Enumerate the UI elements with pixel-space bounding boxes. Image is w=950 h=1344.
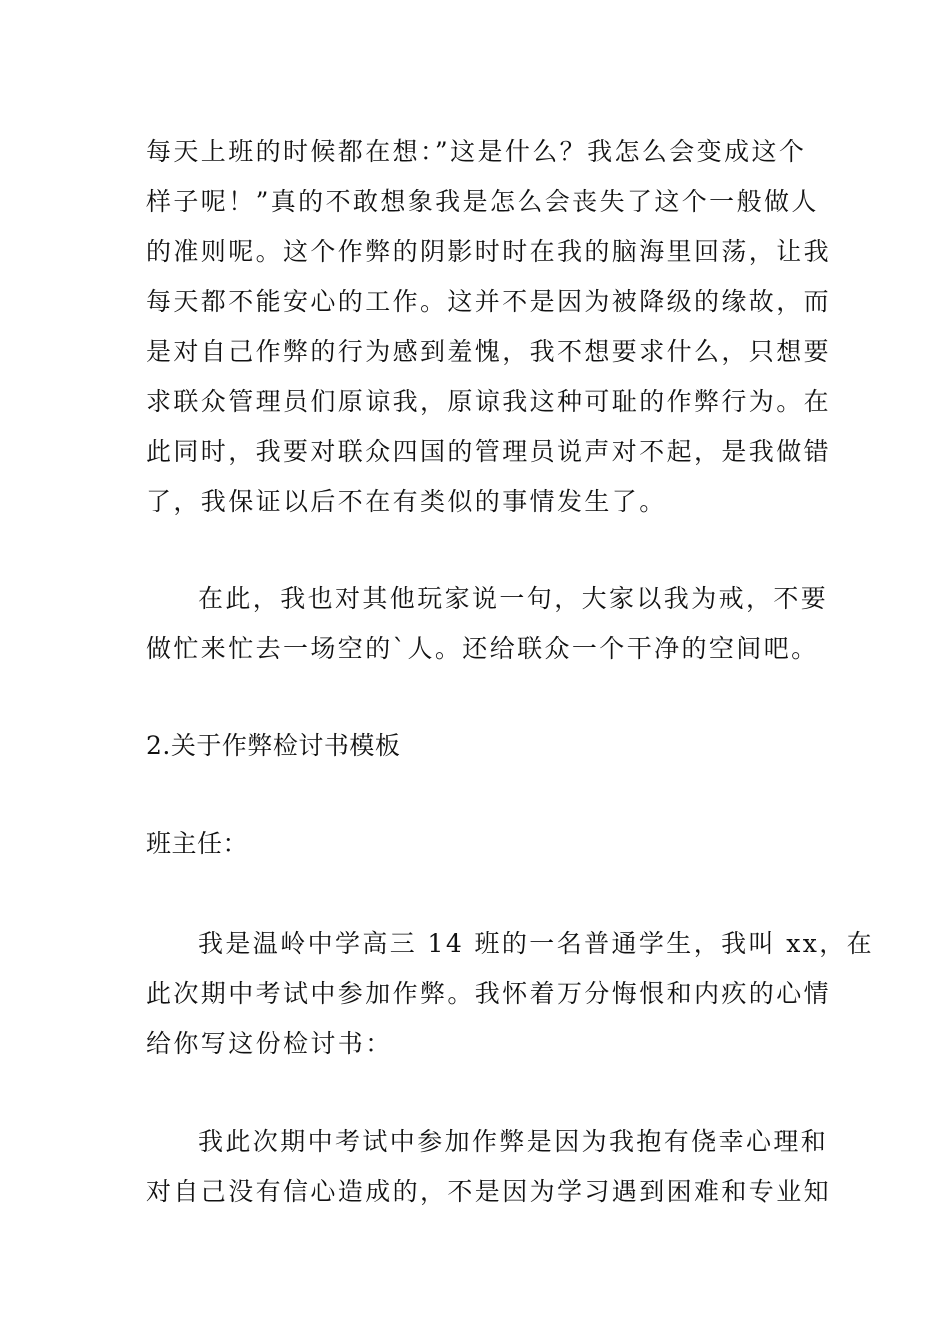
text-line: 做忙来忙去一场空的`人。还给联众一个干净的空间吧。 [146, 634, 819, 663]
salutation: 班主任： [146, 829, 249, 858]
text-line: 了，我保证以后不在有类似的事情发生了。 [146, 487, 667, 516]
text-line: 样子呢！”真的不敢想象我是怎么会丧失了这个一般做人 [146, 187, 819, 216]
text-line: 我此次期中考试中参加作弊是因为我抱有侥幸心理和 [198, 1127, 829, 1156]
text-line: 每天都不能安心的工作。这并不是因为被降级的缘故，而 [146, 287, 832, 316]
text-line: 给你写这份检讨书： [146, 1029, 393, 1058]
text-line: 此次期中考试中参加作弊。我怀着万分悔恨和内疚的心情 [146, 979, 832, 1008]
text-line: 在此，我也对其他玩家说一句，大家以我为戒，不要 [198, 584, 829, 613]
text-line: 对自己没有信心造成的，不是因为学习遇到困难和专业知 [146, 1177, 832, 1206]
text-line: 求联众管理员们原谅我，原谅我这种可耻的作弊行为。在 [146, 387, 832, 416]
text-line: 每天上班的时候都在想：”这是什么？我怎么会变成这个 [146, 137, 807, 166]
text-line: 我是温岭中学高三 14 班的一名普通学生，我叫 xx，在 [198, 929, 875, 958]
section-heading: 2.关于作弊检讨书模板 [146, 731, 401, 760]
text-line: 的准则呢。这个作弊的阴影时时在我的脑海里回荡，让我 [146, 237, 832, 266]
text-line: 是对自己作弊的行为感到羞愧，我不想要求什么，只想要 [146, 337, 832, 366]
text-line: 此同时，我要对联众四国的管理员说声对不起，是我做错 [146, 437, 832, 466]
